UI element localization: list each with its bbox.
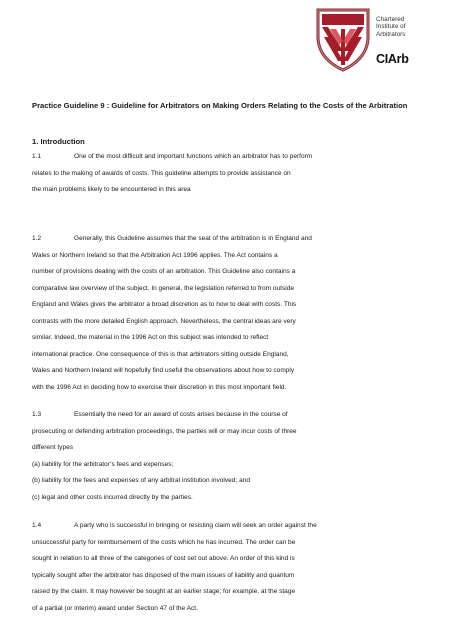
paragraph-line: Wales and Northern Ireland will hopefully find useful the observations about how to comply — [32, 367, 295, 374]
paragraph-line: relates to the making of awards of costs. This guideline attempts to provide assistance on — [32, 169, 291, 177]
paragraph-line: of a partial (or interim) award under Section 47 of the Act. — [32, 604, 198, 612]
list-item: (b) liability for the fees and expenses of any arbitral institution involved; and — [32, 477, 250, 484]
paragraph-number: 1.2 — [32, 235, 42, 242]
list-item: (c) legal and other costs incurred directly by the parties. — [32, 493, 193, 501]
paragraph-line: comparative law overview of the subject. In general, the legislation referred to from outside — [32, 284, 295, 292]
paragraph-1-4 — [32, 518, 422, 617]
paragraph-line: One of the most difficult and important functions which an arbitrator has to perform — [74, 153, 313, 160]
paragraph-line: number of provisions dealing with the costs of an arbitration. This Guideline also contains a — [32, 268, 296, 275]
paragraph-line: Essentially the need for an award of costs arises because in the course of — [74, 411, 288, 418]
paragraph-line: Generally, this Guideline assumes that the seat of the arbitration is in England and — [74, 235, 312, 242]
list-item: (a) liability for the arbitrator’s fees and expenses; — [32, 460, 174, 468]
paragraph-line: different types — [32, 444, 74, 451]
document-title: Practice Guideline 9 : Guideline for Arbitrators on Making Orders Relating to the Costs of the Arbitration — [32, 101, 408, 110]
org-name — [376, 16, 406, 38]
section-heading: 1. Introduction — [32, 137, 85, 146]
paragraph-line: international practice. One consequence of this is that arbitrators sitting outside England, — [32, 350, 289, 358]
paragraph-number: 1.4 — [32, 522, 42, 529]
paragraph-line: similar. Indeed, the material in the 1996 Act on this subject was intended to reflect — [32, 334, 269, 341]
paragraph-1-2 — [32, 231, 422, 396]
shield-crest-icon — [314, 7, 372, 73]
paragraph-1-1 — [32, 149, 422, 199]
paragraph-number: 1.3 — [32, 411, 42, 418]
paragraph-line: the main problems likely to be encountered in this area — [32, 186, 191, 193]
paragraph-line: raised by the claim. It may however be sought at an earlier stage; for example, at the stage — [32, 588, 296, 595]
paragraph-line: typically sought after the arbitrator has disposed of the main issues of liability and quantum — [32, 571, 295, 579]
paragraph-line: sought in relation to all three of the categories of cost set out above. An order of this kind is — [32, 555, 295, 562]
paragraph-1-3 — [32, 407, 422, 506]
paragraph-line: with the 1996 Act in deciding how to exercise their discretion in this most important field. — [32, 383, 287, 391]
org-line-3: Arbitrators — [376, 30, 406, 38]
paragraph-line: A party who is successful in bringing or resisting claim will seek an order against the — [74, 522, 317, 529]
paragraph-line: England and Wales gives the arbitrator a broad discretion as to how to deal with costs. This — [32, 301, 297, 308]
paragraph-line: prosecuting or defending arbitration proceedings, the parties will or may incur costs of three — [32, 427, 297, 435]
brand-wordmark: CIArb — [376, 52, 409, 66]
paragraph-line: Wales or Northern Ireland so that the Arbitration Act 1996 applies. The Act contains a — [32, 251, 278, 259]
org-line-1: Chartered — [376, 16, 405, 23]
ciarb-logo — [314, 7, 434, 77]
paragraph-number: 1.1 — [32, 153, 42, 160]
org-line-2: Institute of — [376, 23, 406, 31]
paragraph-line: unsuccessful party for reimbursement of the costs which he has incurred. The order can be — [32, 538, 296, 546]
paragraph-line: contrasts with the more detailed English approach. Nevertheless, the central ideas are very — [32, 317, 296, 325]
